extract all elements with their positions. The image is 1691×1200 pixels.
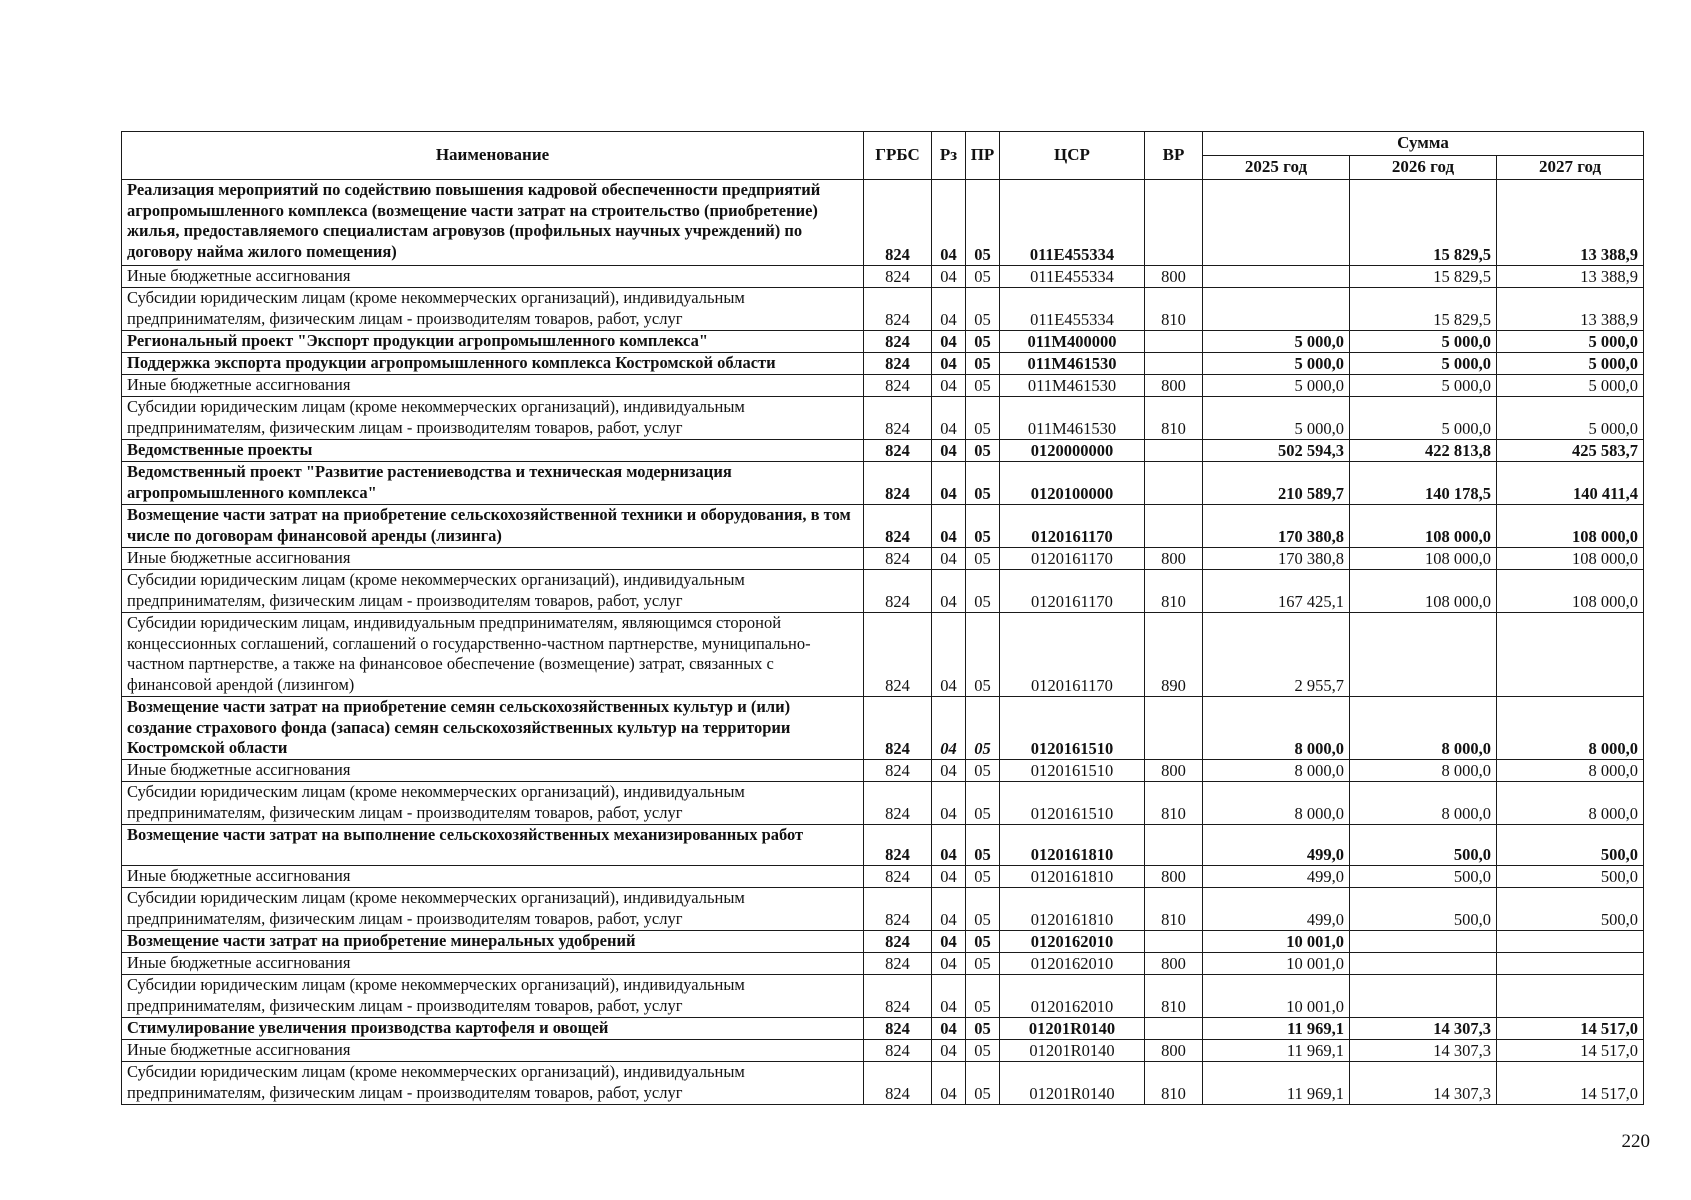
cell-pr: 05 — [966, 462, 1000, 505]
header-name: Наименование — [122, 132, 864, 180]
cell-pr: 05 — [966, 353, 1000, 375]
cell-csr: 0120162010 — [1000, 975, 1145, 1018]
cell-name: Региональный проект "Экспорт продукции агропромышленного комплекса" — [122, 331, 864, 353]
header-2026: 2026 год — [1350, 156, 1497, 180]
cell-2027: 140 411,4 — [1497, 462, 1644, 505]
cell-2025: 210 589,7 — [1203, 462, 1350, 505]
cell-csr: 011M461530 — [1000, 375, 1145, 397]
cell-grbs: 824 — [864, 353, 932, 375]
cell-vr — [1145, 931, 1203, 953]
cell-vr: 800 — [1145, 866, 1203, 888]
cell-csr: 0120161810 — [1000, 825, 1145, 866]
cell-name: Ведомственные проекты — [122, 440, 864, 462]
cell-vr — [1145, 331, 1203, 353]
cell-2025: 170 380,8 — [1203, 548, 1350, 570]
cell-name: Стимулирование увеличения производства картофеля и овощей — [122, 1018, 864, 1040]
cell-name: Субсидии юридическим лицам (кроме некоммерческих организаций), индивидуальным предпринимателям, физическим лицам - производителям товаров, работ, услуг — [122, 288, 864, 331]
table-row — [122, 825, 1644, 866]
cell-grbs: 824 — [864, 866, 932, 888]
table-row — [122, 1040, 1644, 1062]
cell-2027: 108 000,0 — [1497, 570, 1644, 613]
header-2025: 2025 год — [1203, 156, 1350, 180]
table-row — [122, 505, 1644, 548]
table-row — [122, 866, 1644, 888]
cell-pr: 05 — [966, 180, 1000, 266]
cell-name: Иные бюджетные ассигнования — [122, 866, 864, 888]
cell-pr: 05 — [966, 613, 1000, 697]
cell-2026 — [1350, 975, 1497, 1018]
cell-csr: 0120161510 — [1000, 697, 1145, 760]
cell-vr — [1145, 462, 1203, 505]
cell-rz: 04 — [932, 331, 966, 353]
cell-pr: 05 — [966, 760, 1000, 782]
cell-rz: 04 — [932, 782, 966, 825]
cell-2026: 108 000,0 — [1350, 570, 1497, 613]
cell-name: Ведомственный проект "Развитие растениеводства и техническая модернизация агропромышленного комплекса" — [122, 462, 864, 505]
cell-2026 — [1350, 613, 1497, 697]
cell-2027: 8 000,0 — [1497, 697, 1644, 760]
table-row — [122, 953, 1644, 975]
cell-vr: 810 — [1145, 1062, 1203, 1105]
cell-name: Возмещение части затрат на приобретение сельскохозяйственной техники и оборудования, в том числе по договорам финансовой аренды (лизинга) — [122, 505, 864, 548]
table-row — [122, 375, 1644, 397]
cell-2026: 5 000,0 — [1350, 397, 1497, 440]
cell-2027: 108 000,0 — [1497, 548, 1644, 570]
cell-2025: 499,0 — [1203, 888, 1350, 931]
cell-csr: 01201R0140 — [1000, 1062, 1145, 1105]
cell-2026: 5 000,0 — [1350, 375, 1497, 397]
cell-pr: 05 — [966, 505, 1000, 548]
cell-rz: 04 — [932, 353, 966, 375]
cell-name: Иные бюджетные ассигнования — [122, 548, 864, 570]
cell-csr: 0120162010 — [1000, 953, 1145, 975]
cell-vr: 800 — [1145, 375, 1203, 397]
cell-rz: 04 — [932, 548, 966, 570]
table-row — [122, 975, 1644, 1018]
cell-rz: 04 — [932, 180, 966, 266]
table-body — [122, 180, 1644, 1105]
cell-vr — [1145, 505, 1203, 548]
cell-vr: 800 — [1145, 953, 1203, 975]
cell-2026: 8 000,0 — [1350, 697, 1497, 760]
cell-vr — [1145, 440, 1203, 462]
cell-2025: 499,0 — [1203, 825, 1350, 866]
cell-name: Иные бюджетные ассигнования — [122, 266, 864, 288]
cell-pr: 05 — [966, 375, 1000, 397]
cell-rz: 04 — [932, 570, 966, 613]
cell-2027: 13 388,9 — [1497, 266, 1644, 288]
cell-vr: 890 — [1145, 613, 1203, 697]
cell-2025: 167 425,1 — [1203, 570, 1350, 613]
cell-2025: 8 000,0 — [1203, 760, 1350, 782]
cell-pr: 05 — [966, 953, 1000, 975]
table-row — [122, 760, 1644, 782]
cell-csr: 011M461530 — [1000, 353, 1145, 375]
cell-2025: 5 000,0 — [1203, 353, 1350, 375]
table-row — [122, 180, 1644, 266]
header-2027: 2027 год — [1497, 156, 1644, 180]
table-row — [122, 331, 1644, 353]
cell-rz: 04 — [932, 288, 966, 331]
cell-2027: 108 000,0 — [1497, 505, 1644, 548]
cell-name: Субсидии юридическим лицам (кроме некоммерческих организаций), индивидуальным предпринимателям, физическим лицам - производителям товаров, работ, услуг — [122, 570, 864, 613]
cell-2025: 8 000,0 — [1203, 697, 1350, 760]
cell-pr: 05 — [966, 825, 1000, 866]
cell-vr — [1145, 353, 1203, 375]
cell-csr: 0120161170 — [1000, 505, 1145, 548]
table-row — [122, 782, 1644, 825]
cell-grbs: 824 — [864, 613, 932, 697]
cell-name: Иные бюджетные ассигнования — [122, 1040, 864, 1062]
table-row — [122, 266, 1644, 288]
cell-grbs: 824 — [864, 397, 932, 440]
cell-2025: 10 001,0 — [1203, 931, 1350, 953]
cell-2027: 425 583,7 — [1497, 440, 1644, 462]
cell-grbs: 824 — [864, 440, 932, 462]
cell-grbs: 824 — [864, 180, 932, 266]
table-row — [122, 1018, 1644, 1040]
cell-vr — [1145, 825, 1203, 866]
cell-grbs: 824 — [864, 931, 932, 953]
cell-2026: 14 307,3 — [1350, 1062, 1497, 1105]
cell-csr: 0120161170 — [1000, 613, 1145, 697]
cell-2027: 8 000,0 — [1497, 760, 1644, 782]
cell-2025 — [1203, 180, 1350, 266]
cell-vr: 800 — [1145, 760, 1203, 782]
cell-pr: 05 — [966, 1062, 1000, 1105]
cell-pr: 05 — [966, 331, 1000, 353]
cell-vr: 810 — [1145, 888, 1203, 931]
cell-grbs: 824 — [864, 697, 932, 760]
cell-2027 — [1497, 953, 1644, 975]
cell-2027: 5 000,0 — [1497, 353, 1644, 375]
cell-rz: 04 — [932, 266, 966, 288]
table-row — [122, 288, 1644, 331]
cell-2025 — [1203, 266, 1350, 288]
cell-2027: 5 000,0 — [1497, 375, 1644, 397]
cell-rz: 04 — [932, 505, 966, 548]
header-csr: ЦСР — [1000, 132, 1145, 180]
cell-2027: 14 517,0 — [1497, 1062, 1644, 1105]
cell-2026: 15 829,5 — [1350, 266, 1497, 288]
cell-grbs: 824 — [864, 288, 932, 331]
cell-rz: 04 — [932, 1018, 966, 1040]
cell-csr: 011E455334 — [1000, 266, 1145, 288]
cell-2025: 2 955,7 — [1203, 613, 1350, 697]
cell-name: Иные бюджетные ассигнования — [122, 953, 864, 975]
cell-rz: 04 — [932, 953, 966, 975]
table-row — [122, 353, 1644, 375]
table-row — [122, 397, 1644, 440]
cell-rz: 04 — [932, 825, 966, 866]
cell-grbs: 824 — [864, 1018, 932, 1040]
cell-grbs: 824 — [864, 1062, 932, 1105]
cell-2026: 14 307,3 — [1350, 1040, 1497, 1062]
cell-pr: 05 — [966, 288, 1000, 331]
cell-2026: 422 813,8 — [1350, 440, 1497, 462]
cell-2027: 14 517,0 — [1497, 1018, 1644, 1040]
cell-2026 — [1350, 931, 1497, 953]
table-row — [122, 1062, 1644, 1105]
cell-grbs: 824 — [864, 1040, 932, 1062]
cell-2025: 499,0 — [1203, 866, 1350, 888]
cell-2025: 10 001,0 — [1203, 975, 1350, 1018]
cell-pr: 05 — [966, 975, 1000, 1018]
cell-rz: 04 — [932, 613, 966, 697]
cell-grbs: 824 — [864, 760, 932, 782]
cell-2025: 11 969,1 — [1203, 1062, 1350, 1105]
cell-rz: 04 — [932, 1040, 966, 1062]
table-row — [122, 440, 1644, 462]
cell-vr: 800 — [1145, 548, 1203, 570]
cell-name: Субсидии юридическим лицам (кроме некоммерческих организаций), индивидуальным предпринимателям, физическим лицам - производителям товаров, работ, услуг — [122, 397, 864, 440]
cell-csr: 011M461530 — [1000, 397, 1145, 440]
cell-vr: 810 — [1145, 288, 1203, 331]
cell-2025: 11 969,1 — [1203, 1018, 1350, 1040]
cell-pr: 05 — [966, 548, 1000, 570]
cell-vr: 810 — [1145, 975, 1203, 1018]
table-row — [122, 931, 1644, 953]
cell-vr — [1145, 1018, 1203, 1040]
cell-vr: 800 — [1145, 1040, 1203, 1062]
cell-name: Субсидии юридическим лицам (кроме некоммерческих организаций), индивидуальным предпринимателям, физическим лицам - производителям товаров, работ, услуг — [122, 1062, 864, 1105]
cell-2026: 14 307,3 — [1350, 1018, 1497, 1040]
cell-pr: 05 — [966, 1040, 1000, 1062]
table-row — [122, 570, 1644, 613]
cell-name: Поддержка экспорта продукции агропромышленного комплекса Костромской области — [122, 353, 864, 375]
cell-pr: 05 — [966, 866, 1000, 888]
cell-2027: 500,0 — [1497, 825, 1644, 866]
cell-csr: 0120161510 — [1000, 782, 1145, 825]
cell-name: Субсидии юридическим лицам, индивидуальным предпринимателям, являющимся стороной концессионных соглашений, соглашений о государственно-частном партнерстве, муниципально-частном партнерстве, а также на финансовое обеспечение (возмещение) затрат, связанных с финансовой арендой (лизингом) — [122, 613, 864, 697]
cell-2026: 15 829,5 — [1350, 288, 1497, 331]
cell-pr: 05 — [966, 570, 1000, 613]
cell-grbs: 824 — [864, 888, 932, 931]
cell-pr: 05 — [966, 782, 1000, 825]
cell-csr: 0120000000 — [1000, 440, 1145, 462]
cell-grbs: 824 — [864, 266, 932, 288]
cell-2027 — [1497, 975, 1644, 1018]
cell-csr: 01201R0140 — [1000, 1018, 1145, 1040]
cell-2026 — [1350, 953, 1497, 975]
cell-2027: 5 000,0 — [1497, 331, 1644, 353]
cell-csr: 0120161810 — [1000, 888, 1145, 931]
cell-name: Субсидии юридическим лицам (кроме некоммерческих организаций), индивидуальным предпринимателям, физическим лицам - производителям товаров, работ, услуг — [122, 782, 864, 825]
cell-grbs: 824 — [864, 548, 932, 570]
cell-csr: 0120161170 — [1000, 570, 1145, 613]
cell-2027: 13 388,9 — [1497, 180, 1644, 266]
cell-2025: 5 000,0 — [1203, 375, 1350, 397]
table-row — [122, 613, 1644, 697]
cell-csr: 011E455334 — [1000, 180, 1145, 266]
table-header — [122, 132, 1644, 180]
cell-rz: 04 — [932, 760, 966, 782]
cell-2026: 500,0 — [1350, 866, 1497, 888]
cell-2027 — [1497, 613, 1644, 697]
cell-2026: 8 000,0 — [1350, 782, 1497, 825]
budget-table — [121, 131, 1644, 1105]
cell-pr: 05 — [966, 888, 1000, 931]
header-rz: Рз — [932, 132, 966, 180]
cell-grbs: 824 — [864, 505, 932, 548]
cell-2025 — [1203, 288, 1350, 331]
cell-vr: 810 — [1145, 782, 1203, 825]
cell-rz: 04 — [932, 462, 966, 505]
cell-name: Субсидии юридическим лицам (кроме некоммерческих организаций), индивидуальным предпринимателям, физическим лицам - производителям товаров, работ, услуг — [122, 888, 864, 931]
cell-2026: 8 000,0 — [1350, 760, 1497, 782]
cell-vr — [1145, 180, 1203, 266]
cell-rz: 04 — [932, 975, 966, 1018]
cell-2025: 5 000,0 — [1203, 397, 1350, 440]
cell-vr: 800 — [1145, 266, 1203, 288]
cell-2025: 502 594,3 — [1203, 440, 1350, 462]
header-vr: ВР — [1145, 132, 1203, 180]
cell-rz: 04 — [932, 888, 966, 931]
cell-2025: 170 380,8 — [1203, 505, 1350, 548]
cell-2027 — [1497, 931, 1644, 953]
cell-name: Реализация мероприятий по содействию повышения кадровой обеспеченности предприятий агропромышленного комплекса (возмещение части затрат на строительство (приобретение) жилья, предоставляемого специалистам агровузов (профильных научных учреждений) по договору найма жилого помещения) — [122, 180, 864, 266]
table-row — [122, 548, 1644, 570]
cell-grbs: 824 — [864, 462, 932, 505]
cell-vr — [1145, 697, 1203, 760]
cell-pr: 05 — [966, 1018, 1000, 1040]
cell-name: Субсидии юридическим лицам (кроме некоммерческих организаций), индивидуальным предпринимателям, физическим лицам - производителям товаров, работ, услуг — [122, 975, 864, 1018]
cell-name: Возмещение части затрат на приобретение семян сельскохозяйственных культур и (или) создание страхового фонда (запаса) семян сельскохозяйственных культур на территории Костромской области — [122, 697, 864, 760]
header-sum: Сумма — [1203, 132, 1644, 156]
cell-name: Иные бюджетные ассигнования — [122, 375, 864, 397]
cell-rz: 04 — [932, 440, 966, 462]
cell-2027: 14 517,0 — [1497, 1040, 1644, 1062]
cell-2026: 108 000,0 — [1350, 505, 1497, 548]
cell-2026: 108 000,0 — [1350, 548, 1497, 570]
cell-grbs: 824 — [864, 953, 932, 975]
cell-vr: 810 — [1145, 570, 1203, 613]
cell-grbs: 824 — [864, 825, 932, 866]
cell-2027: 500,0 — [1497, 888, 1644, 931]
cell-rz: 04 — [932, 397, 966, 440]
cell-2027: 13 388,9 — [1497, 288, 1644, 331]
table-row — [122, 888, 1644, 931]
cell-pr: 05 — [966, 266, 1000, 288]
cell-2025: 10 001,0 — [1203, 953, 1350, 975]
cell-2026: 15 829,5 — [1350, 180, 1497, 266]
cell-rz: 04 — [932, 931, 966, 953]
cell-name: Возмещение части затрат на приобретение минеральных удобрений — [122, 931, 864, 953]
cell-2026: 5 000,0 — [1350, 331, 1497, 353]
cell-2026: 5 000,0 — [1350, 353, 1497, 375]
cell-rz: 04 — [932, 866, 966, 888]
cell-name: Возмещение части затрат на выполнение сельскохозяйственных механизированных работ — [122, 825, 864, 866]
cell-rz: 04 — [932, 697, 966, 760]
cell-grbs: 824 — [864, 975, 932, 1018]
cell-grbs: 824 — [864, 375, 932, 397]
cell-csr: 01201R0140 — [1000, 1040, 1145, 1062]
table-row — [122, 697, 1644, 760]
cell-csr: 0120100000 — [1000, 462, 1145, 505]
header-pr: ПР — [966, 132, 1000, 180]
cell-csr: 0120161810 — [1000, 866, 1145, 888]
cell-2026: 500,0 — [1350, 888, 1497, 931]
cell-pr: 05 — [966, 697, 1000, 760]
cell-pr: 05 — [966, 397, 1000, 440]
page-number: 220 — [1621, 1131, 1650, 1152]
cell-2026: 140 178,5 — [1350, 462, 1497, 505]
cell-2025: 11 969,1 — [1203, 1040, 1350, 1062]
cell-2025: 5 000,0 — [1203, 331, 1350, 353]
header-grbs: ГРБС — [864, 132, 932, 180]
cell-csr: 0120161510 — [1000, 760, 1145, 782]
cell-name: Иные бюджетные ассигнования — [122, 760, 864, 782]
table-row — [122, 462, 1644, 505]
cell-csr: 011E455334 — [1000, 288, 1145, 331]
cell-2027: 5 000,0 — [1497, 397, 1644, 440]
cell-2025: 8 000,0 — [1203, 782, 1350, 825]
cell-2027: 500,0 — [1497, 866, 1644, 888]
cell-csr: 0120161170 — [1000, 548, 1145, 570]
cell-csr: 011M400000 — [1000, 331, 1145, 353]
cell-2026: 500,0 — [1350, 825, 1497, 866]
cell-grbs: 824 — [864, 331, 932, 353]
cell-grbs: 824 — [864, 782, 932, 825]
cell-rz: 04 — [932, 375, 966, 397]
cell-pr: 05 — [966, 931, 1000, 953]
cell-grbs: 824 — [864, 570, 932, 613]
cell-csr: 0120162010 — [1000, 931, 1145, 953]
cell-rz: 04 — [932, 1062, 966, 1105]
cell-vr: 810 — [1145, 397, 1203, 440]
cell-2027: 8 000,0 — [1497, 782, 1644, 825]
cell-pr: 05 — [966, 440, 1000, 462]
